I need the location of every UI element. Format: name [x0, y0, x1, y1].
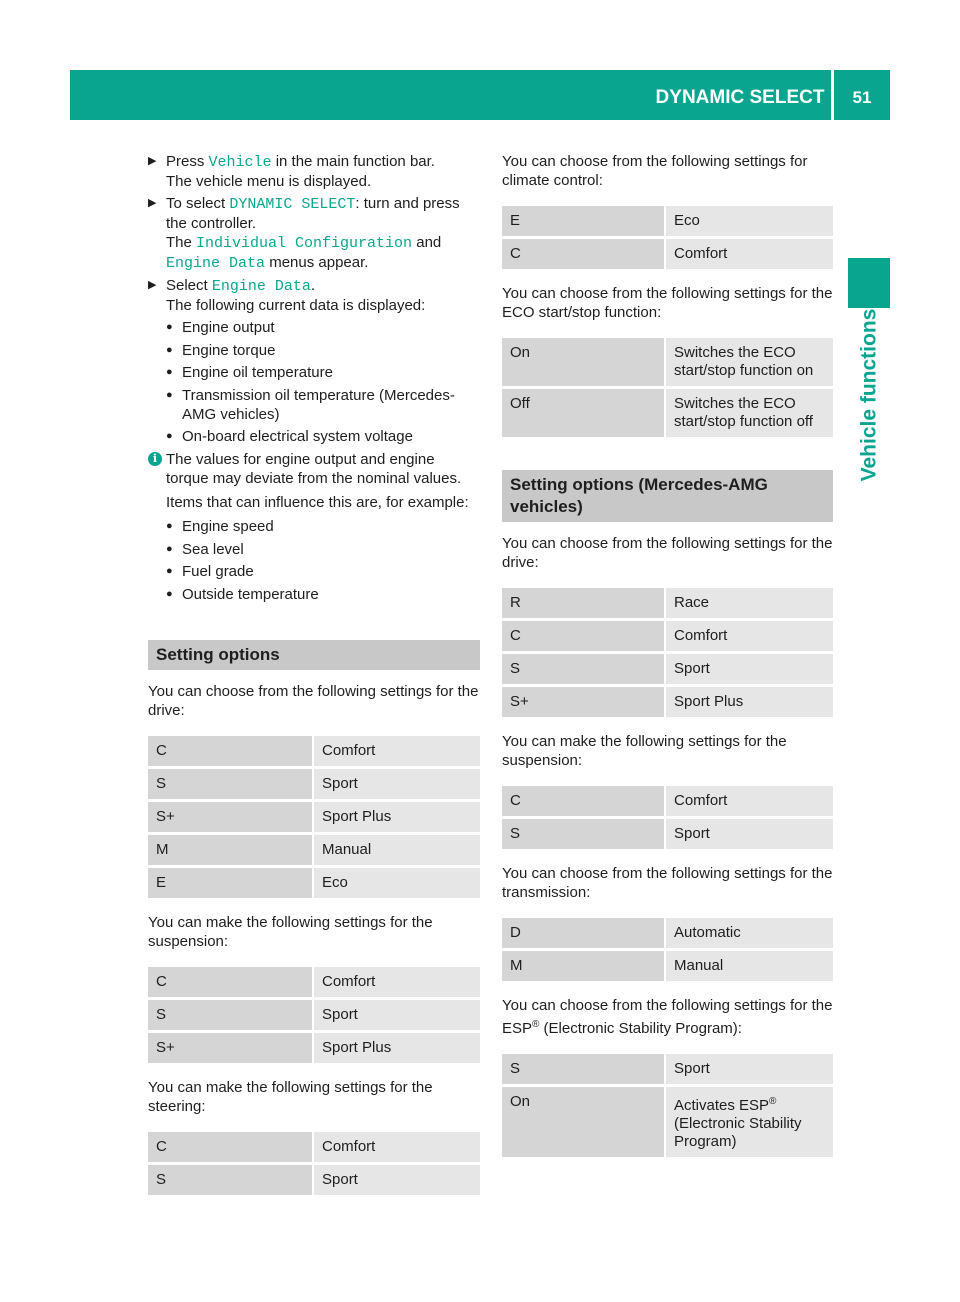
page-title: DYNAMIC SELECT: [655, 87, 825, 108]
section-heading: Setting options: [148, 640, 480, 670]
note-text: The values for engine output and engine torque may deviate from the nominal values.: [166, 451, 462, 487]
step-2-instruction: To select DYNAMIC SELECT: turn and press the controller.: [166, 195, 460, 232]
list-item: ● Outside temperature: [166, 585, 480, 604]
setting-value: Manual: [664, 951, 833, 981]
setting-value: Sport Plus: [312, 802, 480, 832]
climate-settings-table: [502, 203, 833, 272]
setting-key: S+: [148, 802, 312, 832]
setting-value: Eco: [312, 868, 480, 898]
table-row: [148, 802, 480, 832]
table-row: [502, 338, 833, 386]
setting-key: D: [502, 918, 664, 948]
steering-intro: You can make the following settings for the steering:: [148, 1078, 433, 1115]
climate-intro: You can choose from the following settings for climate control:: [502, 153, 808, 189]
drive-settings-table: [148, 733, 480, 901]
setting-value: Sport: [664, 819, 833, 849]
list-item: ● Engine output: [166, 318, 480, 337]
transmission-intro: You can choose from the following settings for the transmission:: [502, 865, 833, 901]
list-item: ● Fuel grade: [166, 562, 480, 581]
amg-drive-intro: You can choose from the following settings for the drive:: [502, 535, 833, 571]
setting-key: M: [148, 835, 312, 865]
setting-key: S: [148, 769, 312, 799]
section-label: Vehicle functions: [857, 308, 881, 482]
setting-key: C: [148, 1132, 312, 1162]
setting-value: Sport: [664, 1054, 833, 1084]
right-column: [502, 152, 833, 1172]
arrow-icon: ▶: [148, 197, 157, 209]
arrow-icon: ▶: [148, 279, 157, 291]
setting-key: S: [148, 1165, 312, 1195]
engine-data-list: [166, 318, 480, 446]
table-row: [502, 389, 833, 437]
table-row: [148, 1165, 480, 1195]
drive-intro: You can choose from the following settings for the drive:: [148, 682, 479, 719]
step-3-result: The following current data is displayed:: [166, 297, 426, 314]
table-row: [148, 736, 480, 766]
setting-value: Comfort: [312, 736, 480, 766]
table-row: [502, 654, 833, 684]
esp-settings-table: [502, 1051, 833, 1160]
table-row: [148, 868, 480, 898]
eco-settings-table: [502, 335, 833, 440]
step-2-result: The Individual Configuration and Engine Data menus appear.: [166, 234, 442, 272]
amg-suspension-intro: You can make the following settings for the suspension:: [502, 733, 787, 769]
note-text-2: Items that can influence this are, for example:: [166, 494, 469, 511]
setting-value: Eco: [664, 206, 833, 236]
setting-value: Sport: [312, 1165, 480, 1195]
amg-drive-settings-table: [502, 585, 833, 720]
setting-value: Sport Plus: [664, 687, 833, 717]
table-row: [502, 819, 833, 849]
step-3: [148, 276, 480, 315]
setting-value: Sport: [664, 654, 833, 684]
eco-intro: You can choose from the following settings for the ECO start/stop function:: [502, 285, 833, 321]
setting-value: Comfort: [664, 621, 833, 651]
setting-value: Race: [664, 588, 833, 618]
menu-engine-data: Engine Data: [211, 278, 311, 295]
table-row: [502, 1087, 833, 1157]
suspension-settings-table: [148, 964, 480, 1066]
setting-key: C: [502, 786, 664, 816]
left-column: [148, 152, 480, 1210]
list-item: ● Transmission oil temperature (Mercedes-AMG vehicles): [166, 386, 480, 424]
table-row: [502, 588, 833, 618]
setting-key: M: [502, 951, 664, 981]
table-row: [502, 918, 833, 948]
setting-value: Sport Plus: [312, 1033, 480, 1063]
section-heading: Setting options (Mercedes-AMG vehicles): [502, 470, 833, 522]
list-item: ● On-board electrical system voltage: [166, 427, 480, 446]
setting-key: S: [148, 1000, 312, 1030]
menu-vehicle: Vehicle: [208, 154, 272, 171]
table-row: [148, 1132, 480, 1162]
table-row: [148, 1000, 480, 1030]
setting-key: S+: [148, 1033, 312, 1063]
step-1: [148, 152, 480, 191]
setting-value: Switches the ECO start/stop function off: [664, 389, 833, 437]
setting-key: E: [502, 206, 664, 236]
setting-key: S+: [502, 687, 664, 717]
setting-value: Comfort: [664, 786, 833, 816]
list-item: ● Engine torque: [166, 341, 480, 360]
table-row: [502, 206, 833, 236]
list-item: ● Engine speed: [166, 517, 480, 536]
setting-value: Sport: [312, 769, 480, 799]
setting-value: Activates ESP® (Electronic Stability Program): [664, 1087, 833, 1157]
arrow-icon: ▶: [148, 155, 157, 167]
page-number: 51: [852, 88, 872, 107]
setting-value: Comfort: [312, 1132, 480, 1162]
menu-engine-data: Engine Data: [166, 255, 266, 272]
setting-value: Automatic: [664, 918, 833, 948]
table-row: [148, 769, 480, 799]
step-1-instruction: Press Vehicle in the main function bar.: [166, 153, 435, 171]
setting-key: C: [148, 967, 312, 997]
transmission-settings-table: [502, 915, 833, 984]
steering-settings-table: [148, 1129, 480, 1198]
setting-key: C: [502, 239, 664, 269]
setting-key: S: [502, 1054, 664, 1084]
table-row: [502, 239, 833, 269]
setting-value: Comfort: [664, 239, 833, 269]
setting-key: S: [502, 654, 664, 684]
table-row: [148, 1033, 480, 1063]
setting-key: C: [148, 736, 312, 766]
amg-suspension-settings-table: [502, 783, 833, 852]
table-row: [502, 687, 833, 717]
setting-key: E: [148, 868, 312, 898]
table-row: [502, 786, 833, 816]
setting-key: R: [502, 588, 664, 618]
step-2: [148, 194, 480, 273]
setting-key: S: [502, 819, 664, 849]
table-row: [502, 1054, 833, 1084]
info-note: [148, 450, 480, 512]
setting-key: C: [502, 621, 664, 651]
influence-list: [166, 517, 480, 604]
suspension-intro: You can make the following settings for the suspension:: [148, 913, 433, 950]
setting-key: On: [502, 1087, 664, 1157]
table-row: [502, 621, 833, 651]
table-row: [502, 951, 833, 981]
table-row: [148, 967, 480, 997]
list-item: ● Engine oil temperature: [166, 363, 480, 382]
esp-intro: You can choose from the following settings for the ESP® (Electronic Stability Program):: [502, 997, 833, 1037]
setting-value: Manual: [312, 835, 480, 865]
setting-key: On: [502, 338, 664, 386]
setting-value: Switches the ECO start/stop function on: [664, 338, 833, 386]
list-item: ● Sea level: [166, 540, 480, 559]
setting-key: Off: [502, 389, 664, 437]
step-3-instruction: Select Engine Data.: [166, 277, 316, 295]
setting-value: Comfort: [312, 967, 480, 997]
table-row: [148, 835, 480, 865]
step-1-result: The vehicle menu is displayed.: [166, 173, 372, 190]
section-tab-marker: [848, 258, 890, 308]
info-icon: i: [148, 452, 162, 466]
menu-dynamic-select: DYNAMIC SELECT: [229, 196, 356, 213]
setting-value: Sport: [312, 1000, 480, 1030]
menu-individual-configuration: Individual Configuration: [196, 235, 413, 252]
